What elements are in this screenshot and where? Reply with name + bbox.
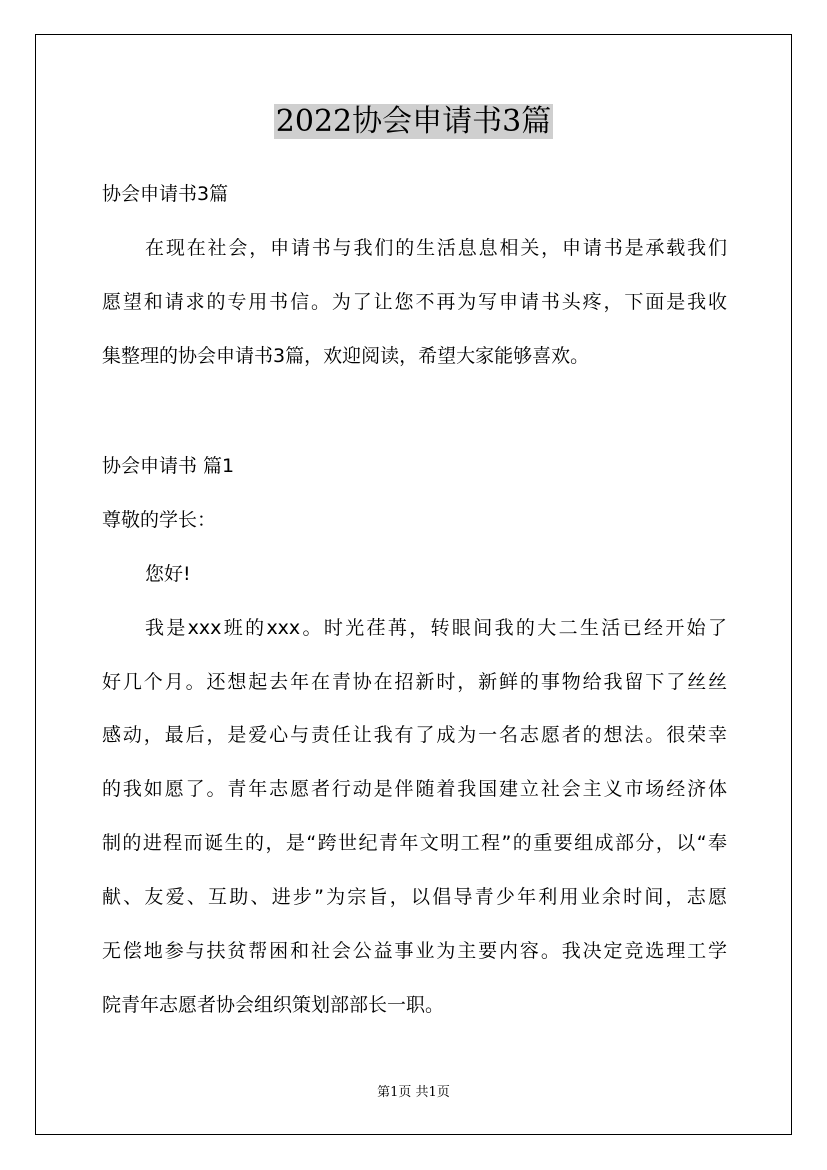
body-line-8: 院青年志愿者协会组织策划部部长一职。 [102,994,445,1016]
body-line-7: 无偿地参与扶贫帮困和社会公益事业为主要内容。我决定竞选理工学 [102,940,727,962]
greeting: 您好! [145,563,191,585]
body-line-5: 制的进程而诞生的，是“跨世纪青年文明工程”的重要组成部分，以“奉 [102,832,727,854]
intro-line-3: 集整理的协会申请书3篇，欢迎阅读，希望大家能够喜欢。 [102,345,590,367]
body-line-3: 感动，最后，是爱心与责任让我有了成为一名志愿者的想法。很荣幸 [102,724,727,746]
body-line-6: 献、友爱、互助、进步”为宗旨，以倡导青少年利用业余时间，志愿 [102,886,727,908]
salutation: 尊敬的学长： [102,509,217,531]
body-line-1: 我是xxx班的xxx。时光荏苒，转眼间我的大二生活已经开始了 [145,617,727,639]
document-title: 2022协会申请书3篇 [275,104,552,139]
page-footer: 第1页 共1页 [377,1085,450,1100]
body-line-2: 好几个月。还想起去年在青协在招新时，新鲜的事物给我留下了丝丝 [102,671,727,693]
section-heading: 协会申请书 篇1 [102,455,235,477]
document-subtitle: 协会申请书3篇 [102,183,229,205]
intro-line-2: 愿望和请求的专用书信。为了让您不再为写申请书头疼，下面是我收 [102,291,727,313]
intro-line-1: 在现在社会，申请书与我们的生活息息相关，申请书是承载我们 [145,237,727,259]
body-line-4: 的我如愿了。青年志愿者行动是伴随着我国建立社会主义市场经济体 [102,778,727,800]
